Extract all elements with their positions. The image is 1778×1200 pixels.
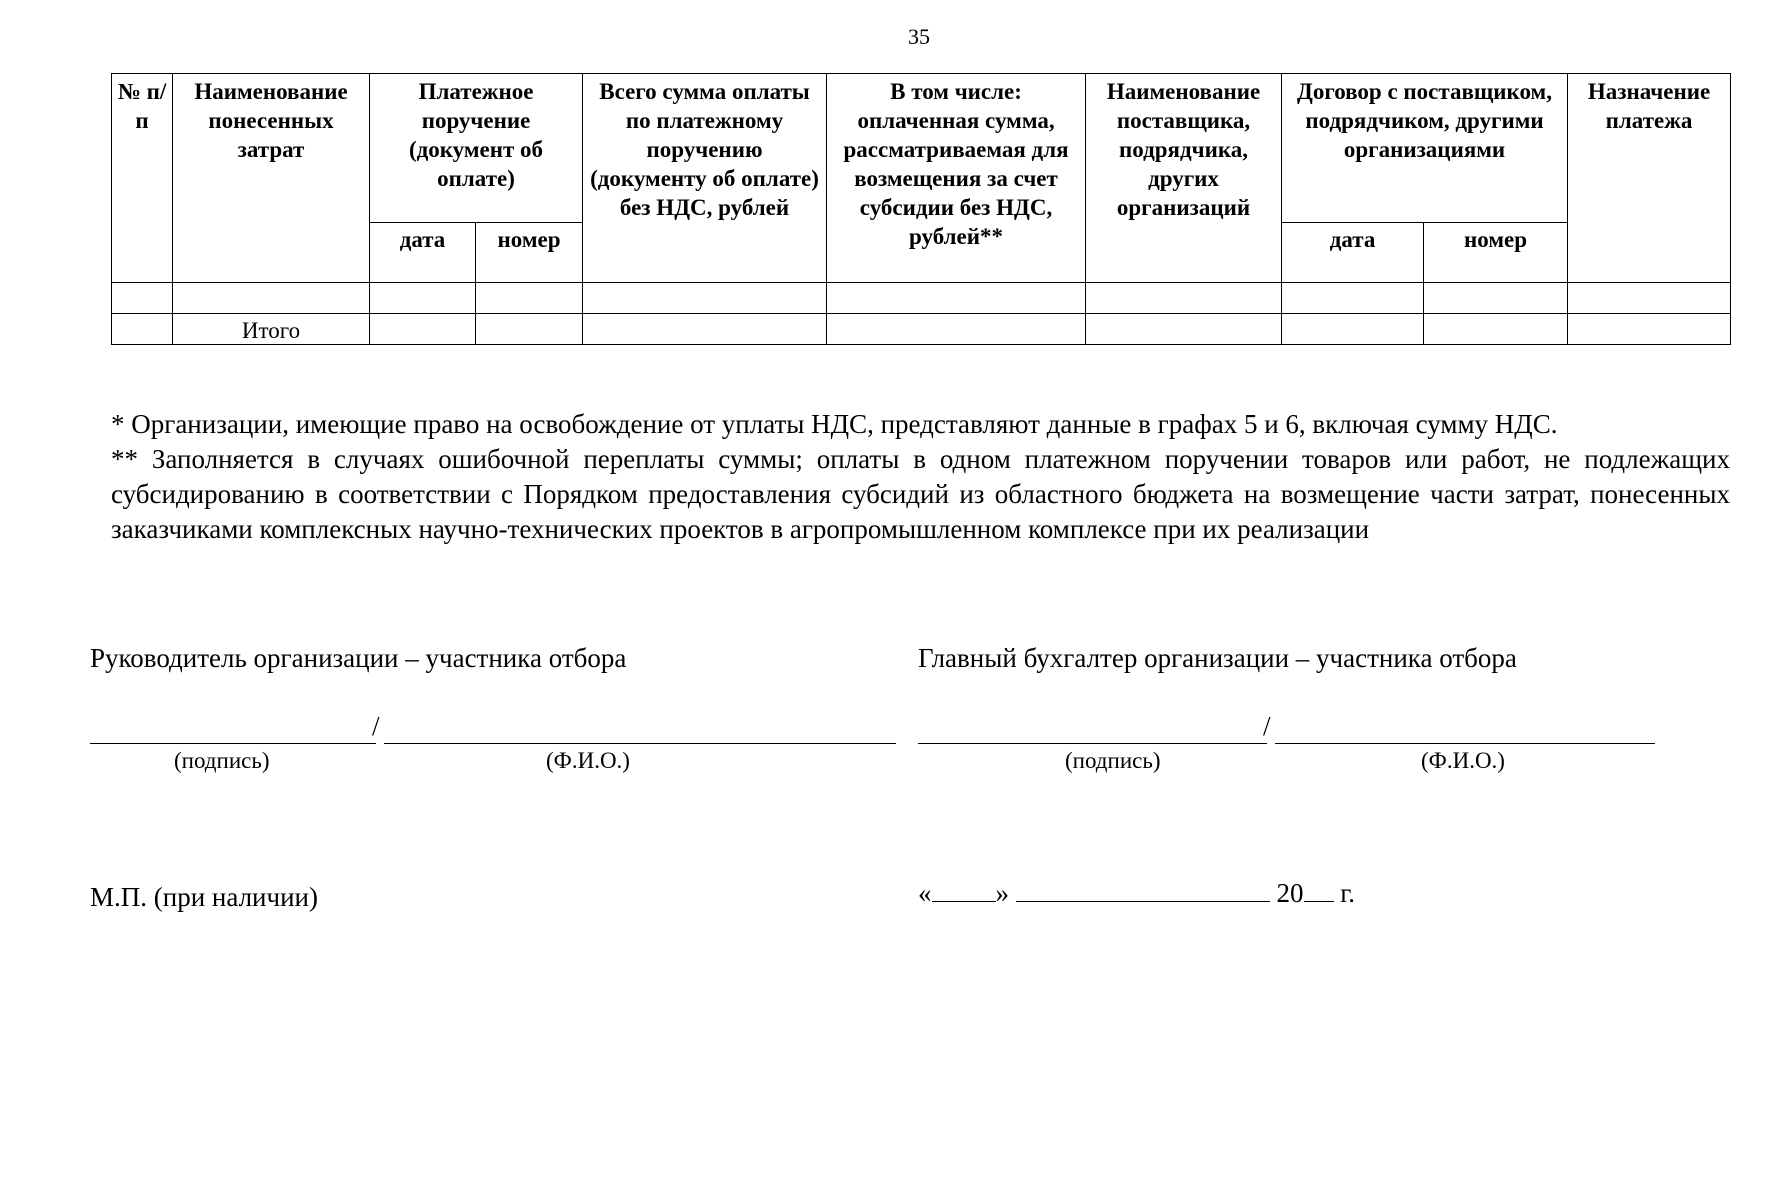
table-cell[interactable]: [1086, 314, 1282, 345]
table-cell[interactable]: [827, 283, 1086, 314]
header-supplier-name: Наименование поставщика, подрядчика, других организаций: [1086, 74, 1282, 283]
table-cell[interactable]: [583, 283, 827, 314]
date-open-quote: «: [918, 878, 932, 908]
table-cell[interactable]: [1424, 283, 1568, 314]
header-including: В том числе: оплаченная сумма, рассматриваемая для возмещения за счет субсидии без НДС, рублей**: [827, 74, 1086, 283]
head-signature-line[interactable]: [90, 743, 376, 744]
footnotes: [111, 407, 1730, 547]
accountant-signature-title: Главный бухгалтер организации – участника отбора: [918, 643, 1517, 673]
accountant-name-caption: (Ф.И.О.): [1421, 748, 1505, 773]
table-cell[interactable]: [370, 283, 476, 314]
head-signature-title: Руководитель организации – участника отбора: [90, 643, 627, 673]
year-suffix: г.: [1340, 878, 1356, 908]
table-cell[interactable]: [476, 314, 583, 345]
table-row: [112, 283, 1731, 314]
date-field: [918, 878, 1355, 909]
header-costs-name: Наименование понесенных затрат: [173, 74, 370, 283]
table-cell[interactable]: [827, 314, 1086, 345]
page-number: 35: [908, 24, 930, 49]
table-cell[interactable]: [1282, 314, 1424, 345]
head-slash: /: [372, 711, 380, 741]
header-num: № п/п: [112, 74, 173, 283]
year-prefix: 20: [1276, 878, 1304, 908]
header-total-sum: Всего сумма оплаты по платежному поручению (документу об оплате) без НДС, рублей: [583, 74, 827, 283]
header-payment-number: номер: [476, 223, 583, 283]
table-cell[interactable]: [1424, 314, 1568, 345]
head-name-line[interactable]: [384, 743, 896, 744]
total-row: [112, 314, 1731, 345]
table-cell[interactable]: [112, 283, 173, 314]
total-label: Итого: [173, 314, 370, 345]
header-contract-number: номер: [1424, 223, 1568, 283]
footnote-vat: * Организации, имеющие право на освобождение от уплаты НДС, представляют данные в графах 5 и 6, включая сумму НДС.: [111, 409, 1558, 439]
table-cell[interactable]: [583, 314, 827, 345]
accountant-signature-line[interactable]: [918, 743, 1267, 744]
footnote-overpayment: ** Заполняется в случаях ошибочной переплаты суммы; оплаты в одном платежном поручении товаров или работ, не подлежащих субсидированию в соответствии с Порядком предоставления субсидий из областного бюджета на возмещение части затрат, понесенных заказчиками комплексных научно-технических проектов в агропромышленном комплексе при их реализации: [111, 444, 1730, 544]
payment-table: [111, 73, 1731, 345]
table-cell[interactable]: [1568, 283, 1731, 314]
table-cell[interactable]: [1086, 283, 1282, 314]
header-payment-date: дата: [370, 223, 476, 283]
header-contract-date: дата: [1282, 223, 1424, 283]
accountant-slash: /: [1263, 711, 1271, 741]
table-cell[interactable]: [476, 283, 583, 314]
table-cell[interactable]: [112, 314, 173, 345]
day-blank[interactable]: [932, 879, 996, 902]
date-close-quote: »: [995, 878, 1009, 908]
header-payment-order: Платежное поручение (документ об оплате): [370, 74, 583, 223]
accountant-name-line[interactable]: [1275, 743, 1655, 744]
month-blank[interactable]: [1016, 879, 1270, 902]
table-cell[interactable]: [1568, 314, 1731, 345]
table-cell[interactable]: [370, 314, 476, 345]
accountant-signature-caption: (подпись): [1065, 748, 1161, 773]
year-blank[interactable]: [1304, 879, 1334, 902]
table-cell[interactable]: [1282, 283, 1424, 314]
head-signature-caption: (подпись): [174, 748, 270, 773]
header-purpose: Назначение платежа: [1568, 74, 1731, 283]
header-contract: Договор с поставщиком, подрядчиком, другими организациями: [1282, 74, 1568, 223]
head-name-caption: (Ф.И.О.): [546, 748, 630, 773]
stamp-placeholder: М.П. (при наличии): [90, 882, 318, 912]
table-cell[interactable]: [173, 283, 370, 314]
